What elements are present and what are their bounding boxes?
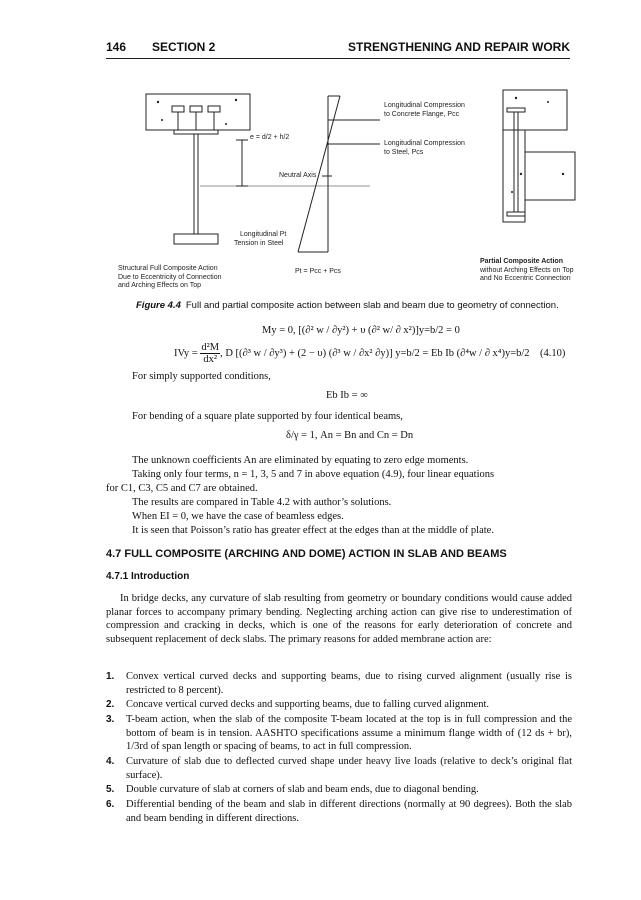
shear-connector (190, 106, 202, 112)
bottom-flange (174, 234, 218, 244)
text-simply-supported: For simply supported conditions, (132, 371, 271, 382)
section-heading: 4.7 FULL COMPOSITE (ARCHING AND DOME) ACTION IN SLAB AND BEAMS (106, 548, 507, 560)
list-item: 2. Concave vertical curved decks and supporting beams, due to falling curved alignment. (106, 699, 490, 710)
equation-ebib: Eb Ib = ∞ (326, 390, 368, 401)
list-item: 4. Curvature of slab due to deflected curved shape under heavy live loads (relative to deck’s original flat surface). (106, 756, 572, 781)
running-header (106, 40, 570, 54)
figure-number: Figure 4.4 (136, 300, 181, 311)
figure-4-4 (118, 82, 588, 292)
text-square-plate: For bending of a square plate supported by four identical beams, (132, 411, 403, 422)
left-figure-caption: Structural Full Composite Action Due to Eccentricity of Connection and Arching Effects on Top (118, 265, 222, 289)
equation-delta-gamma: δ/γ = 1, An = Bn and Cn = Dn (286, 430, 414, 441)
pt-equation-label: Pt = Pcc + Pcs (295, 268, 341, 275)
long-tension-label: Longitudinal Pt (240, 231, 287, 238)
text-poisson: It is seen that Poisson’s ratio has greater effect at the edges than at the middle of plate. (132, 525, 494, 536)
text-beamless: When EI = 0, we have the case of beamless edges. (132, 511, 344, 522)
page-number: 146 (106, 40, 127, 54)
neutral-axis-label: Neutral Axis (279, 172, 317, 179)
figure-caption (136, 300, 559, 311)
list-item: 1. Convex vertical curved decks and supporting beams, due to rising curved alignment (usually rise is restricted to 8 percent). (106, 671, 572, 696)
top-flange (174, 130, 218, 134)
shear-connector (208, 106, 220, 112)
right-flange (525, 152, 575, 200)
intro-paragraph: In bridge decks, any curvature of slab resulting from geometry or boundary conditions would cause added planar forces to accompany primary bending. Neglecting arching action can give rise to underestimation of compression and cracking in decks, which is one of the reasons for early deterioration of concrete and subsequent replacement of deck slabs. The primary reasons for added membrane action are: (106, 593, 572, 645)
text-four-terms-2: for C1, C3, C5 and C7 are obtained. (106, 483, 258, 494)
equation-my: My = 0, [(∂² w / ∂y²) + υ (∂² w/ ∂ x²)]y=b/2 = 0 (262, 325, 460, 336)
comp-concrete-label-2: to Concrete Flange, Pcc (384, 111, 460, 118)
fraction: $\frac{\text{d²M}}{\text{dx²}}$ (201, 342, 220, 365)
tension-steel-label: Tension in Steel (234, 240, 284, 247)
header-rule (106, 58, 570, 59)
text-results: The results are compared in Table 4.2 with author’s solutions. (132, 497, 392, 508)
chapter-title: STRENGTHENING AND REPAIR WORK (348, 40, 570, 54)
equation-number: (4.10) (540, 348, 566, 359)
right-figure-caption: Partial Composite Action without Arching Effects on Top and No Eccentric Connection (480, 258, 574, 282)
subsection-heading: 4.7.1 Introduction (106, 571, 190, 582)
comp-steel-label-1: Longitudinal Compression (384, 140, 465, 147)
equation-4-10: IVy = $\frac{\text{d²M}}{\text{dx²}}$ , D [(∂³ w / ∂y³) + (2 − υ) (∂³ w / ∂x² ∂y)] y=b/2 = Eb Ib (∂⁴w / ∂ x⁴)y=b/2 (174, 342, 530, 365)
text-four-terms-1: Taking only four terms, n = 1, 3, 5 and 7 in above equation (4.9), four linear equations (132, 469, 495, 480)
figure-caption-text: Full and partial composite action between slab and beam due to geometry of connection. (185, 300, 559, 311)
eccentricity-label: e = d/2 + h/2 (250, 134, 290, 141)
shear-connector (172, 106, 184, 112)
text-unknown-coeffs: The unknown coefficients An are eliminated by equating to zero edge moments. (132, 455, 469, 466)
list-item: 6. Differential bending of the beam and slab in different directions (normally at 90 degrees). Both the slab and beam bending in different directions. (106, 799, 572, 824)
right-slab-top (503, 90, 567, 130)
list-item: 5. Double curvature of slab at corners of slab and beam ends, due to diagonal bending. (106, 784, 479, 795)
section-label: SECTION 2 (152, 40, 216, 54)
list-item: 3. T-beam action, when the slab of the composite T-beam located at the top is in full compression and the bottom of beam is in tension. AASHTO specifications assume a minimum flange width of (12 ds + br), 1/3rd of span length or spacing of beams, to act in full compression. (106, 714, 572, 753)
comp-concrete-label-1: Longitudinal Compression (384, 102, 465, 109)
comp-steel-label-2: to Steel, Pcs (384, 149, 424, 156)
